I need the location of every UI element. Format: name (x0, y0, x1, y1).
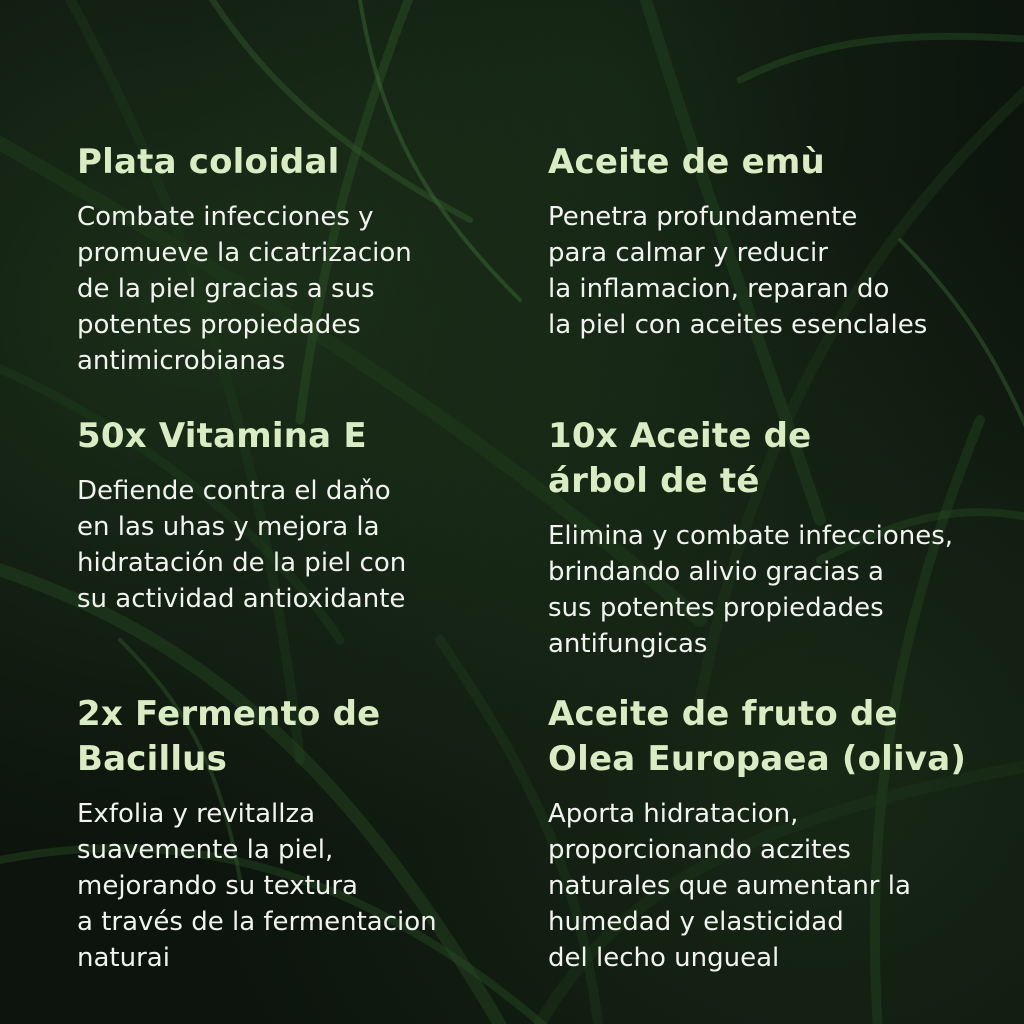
ingredient-plata-coloidal (77, 140, 507, 379)
ingredient-description: Elimina y combate infecciones, brindando alivio gracias a sus potentes propiedades antifungicas (548, 521, 954, 659)
ingredient-description: Defiende contra el daňo en las uhas y mejora la hidratación de la piel con su actividad antioxidante (77, 476, 407, 614)
ingredient-title: Aceite de emù (548, 142, 825, 182)
ingredient-arbol-de-te (548, 414, 1014, 662)
ingredient-fermento-bacillus (77, 692, 507, 976)
ingredient-description: Aporta hidratacion, proporcionando aczites naturales que aumentanr la humedad y elasticidad del lecho ungueal (548, 799, 911, 973)
ingredient-description: Penetra profundamente para calmar y reducir la inflamacion, reparan do la piel con aceites esenclales (548, 202, 928, 340)
ingredient-title: 2x Fermento de Bacillus (77, 694, 381, 779)
ingredient-vitamina-e (77, 414, 507, 617)
ingredient-title: Aceite de fruto de Olea Europaea (oliva) (548, 694, 967, 779)
ingredient-description: Combate infecciones y promueve la cicatrizacion de la piel gracias a sus potentes propiedades antimicrobianas (77, 202, 412, 376)
ingredient-description: Exfolia y revitallza suavemente la piel, mejorando su textura a través de la fermentacion naturai (77, 799, 437, 973)
ingredient-aceite-emu (548, 140, 1014, 343)
ingredient-title: 10x Aceite de árbol de té (548, 416, 812, 501)
ingredient-title: Plata coloidal (77, 142, 340, 182)
ingredient-aceite-oliva (548, 692, 1014, 976)
ingredient-title: 50x Vitamina E (77, 416, 367, 456)
